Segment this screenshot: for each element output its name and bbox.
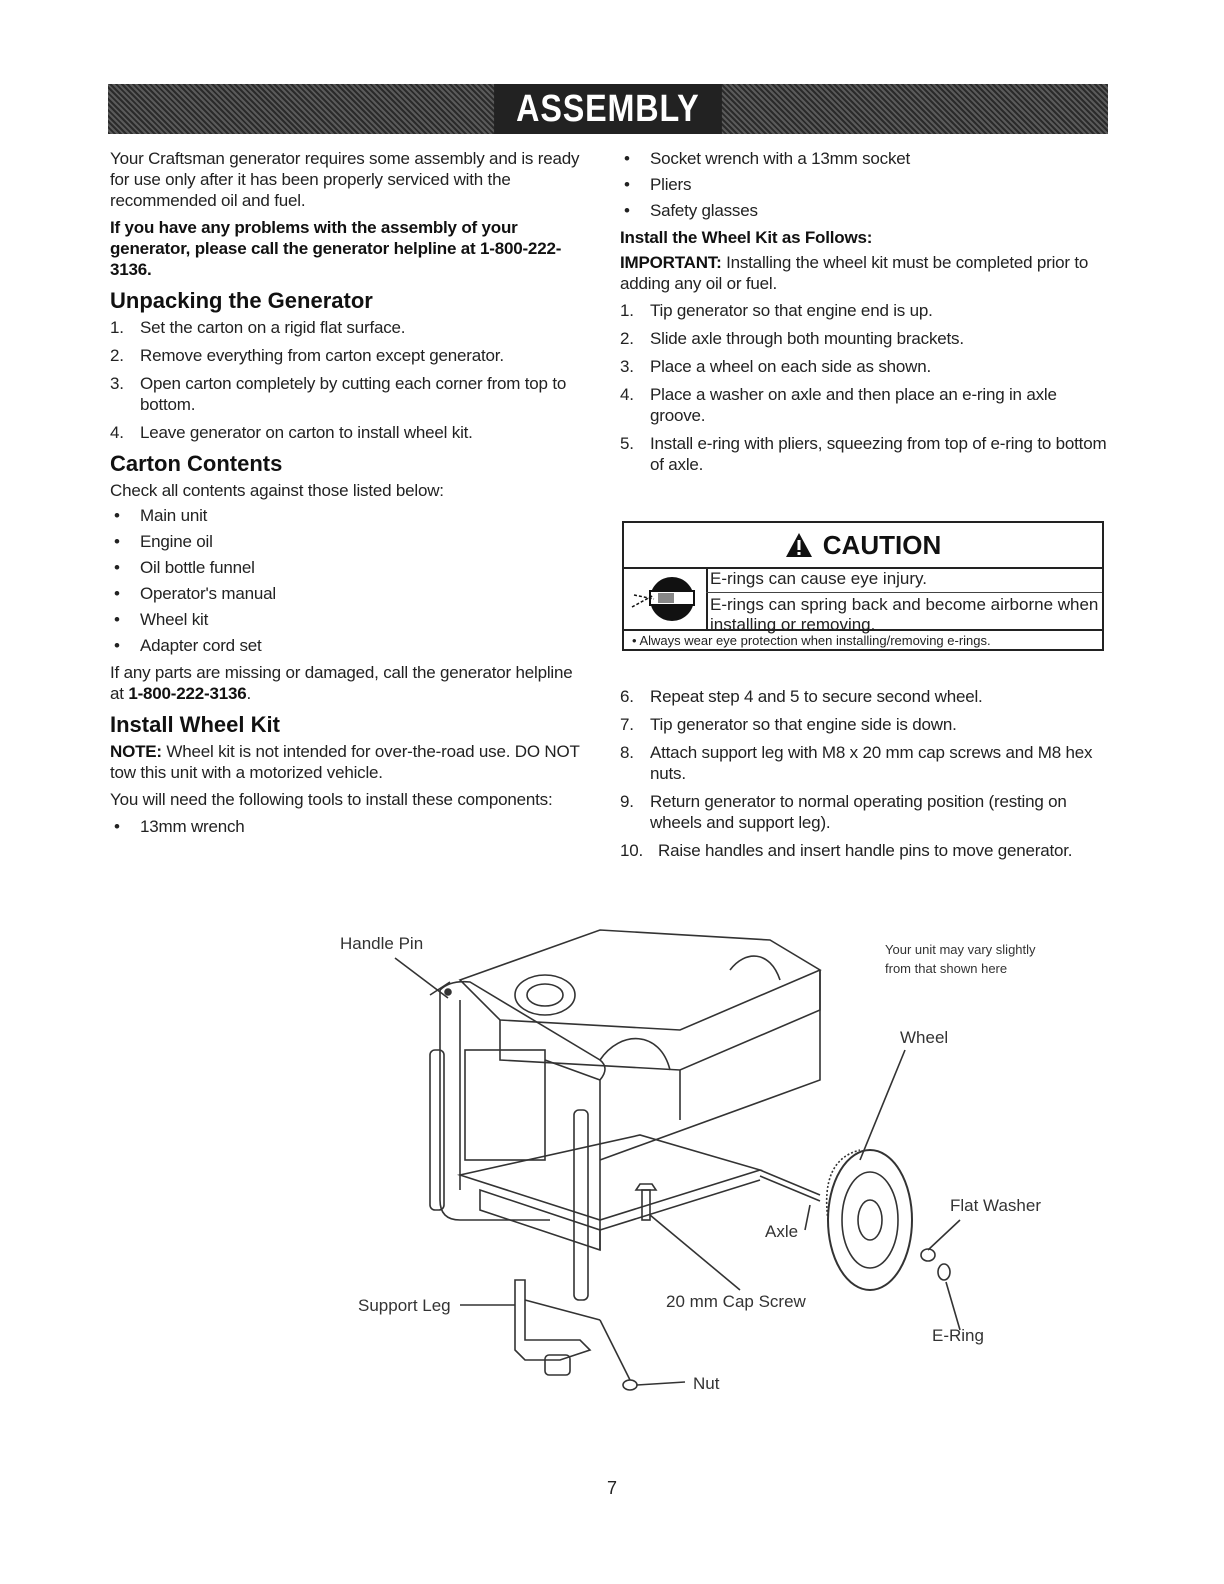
- label-wheel: Wheel: [900, 1028, 949, 1047]
- list-item: • Pliers: [620, 174, 1110, 195]
- list-item: 3. Place a wheel on each side as shown.: [620, 357, 932, 376]
- tools-list-left: [110, 816, 580, 837]
- wheel-kit-heading: Install Wheel Kit: [110, 712, 280, 737]
- right-column: [620, 148, 1110, 482]
- unpacking-heading: Unpacking the Generator: [110, 288, 373, 313]
- list-item: 7. Tip generator so that engine side is down.: [620, 715, 957, 734]
- label-handle-pin: Handle Pin: [340, 934, 424, 953]
- list-item: 8. Attach support leg with M8 x 20 mm cap screws and M8 hex nuts.: [620, 743, 1093, 783]
- tools-intro: You will need the following tools to install these components:: [110, 790, 553, 809]
- helpline-note: If you have any problems with the assembly of your generator, please call the generator helpline at 1-800-222-3136.: [110, 218, 562, 279]
- follow-heading: Install the Wheel Kit as Follows:: [620, 228, 873, 247]
- list-item: 1. Set the carton on a rigid flat surface.: [110, 318, 406, 337]
- label-nut: Nut: [693, 1374, 720, 1393]
- caution-footer: • Always wear eye protection when installing/removing e-rings.: [624, 629, 1102, 651]
- caution-separator: [706, 592, 1102, 593]
- intro-paragraph: Your Craftsman generator requires some assembly and is ready for use only after it has been properly serviced with the recommended oil and fuel.: [110, 149, 580, 210]
- important-note: IMPORTANT: Installing the wheel kit must be completed prior to adding any oil or fuel.: [620, 253, 1089, 293]
- contents-list: [110, 505, 580, 656]
- right-column-continued: [620, 686, 1110, 868]
- label-e-ring: E-Ring: [932, 1326, 984, 1345]
- list-item: 5. Install e-ring with pliers, squeezing from top of e-ring to bottom of axle.: [620, 434, 1107, 474]
- warning-triangle-icon: [785, 532, 813, 558]
- list-item: 10. Raise handles and insert handle pins to move generator.: [620, 841, 1073, 860]
- missing-parts-note: If any parts are missing or damaged, call the generator helpline at 1-800-222-3136.: [110, 663, 573, 703]
- section-banner: [108, 84, 1108, 134]
- label-cap-screw: 20 mm Cap Screw: [666, 1292, 806, 1311]
- label-flat-washer: Flat Washer: [950, 1196, 1042, 1215]
- helpline-phone: 1-800-222-3136: [128, 684, 247, 703]
- wheel-kit-note: NOTE: Wheel kit is not intended for over-the-road use. DO NOT tow this unit with a motorized vehicle.: [110, 742, 580, 782]
- list-item: 2. Slide axle through both mounting brackets.: [620, 329, 964, 348]
- caution-body: [624, 567, 1102, 634]
- list-item: • Socket wrench with a 13mm socket: [620, 148, 1110, 169]
- label-disclaimer: Your unit may vary slightly from that shown here: [885, 942, 1036, 976]
- caution-box: [622, 521, 1104, 651]
- list-item: 4. Leave generator on carton to install wheel kit.: [110, 423, 473, 442]
- list-item: • Operator's manual: [110, 583, 580, 604]
- caution-title: CAUTION: [822, 529, 942, 560]
- install-steps-a: [620, 300, 1110, 475]
- page-number: 7: [606, 1478, 617, 1498]
- contents-intro: Check all contents against those listed below:: [110, 481, 444, 500]
- section-title: ASSEMBLY: [494, 84, 722, 134]
- install-steps-b: [620, 686, 1110, 861]
- list-item: • Main unit: [110, 505, 580, 526]
- list-item: • Engine oil: [110, 531, 580, 552]
- list-item: 2. Remove everything from carton except generator.: [110, 346, 504, 365]
- list-item: 6. Repeat step 4 and 5 to secure second wheel.: [620, 687, 983, 706]
- label-axle: Axle: [765, 1222, 799, 1241]
- contents-heading: Carton Contents: [110, 451, 283, 476]
- caution-line-1: E-rings can cause eye injury.: [710, 569, 928, 588]
- list-item: 3. Open carton completely by cutting each corner from top to bottom.: [110, 374, 567, 414]
- eye-injury-icon: [624, 567, 708, 629]
- label-support-leg: Support Leg: [358, 1296, 451, 1315]
- list-item: • Safety glasses: [620, 200, 1110, 221]
- left-column: [110, 148, 580, 843]
- list-item: • Adapter cord set: [110, 635, 580, 656]
- list-item: • Wheel kit: [110, 609, 580, 630]
- caution-header: [624, 523, 1102, 569]
- generator-illustration: [300, 920, 1120, 1410]
- caution-line-2: E-rings can spring back and become airborne when installing or removing.: [710, 595, 1099, 634]
- list-item: 1. Tip generator so that engine end is up.: [620, 301, 933, 320]
- list-item: • Oil bottle funnel: [110, 557, 580, 578]
- list-item: 9. Return generator to normal operating position (resting on wheels and support leg).: [620, 792, 1067, 832]
- assembly-diagram: [300, 920, 1120, 1410]
- tools-list-right: [620, 148, 1110, 221]
- unpacking-steps: [110, 317, 580, 443]
- list-item: 4. Place a washer on axle and then place an e-ring in axle groove.: [620, 385, 1057, 425]
- list-item: • 13mm wrench: [110, 816, 580, 837]
